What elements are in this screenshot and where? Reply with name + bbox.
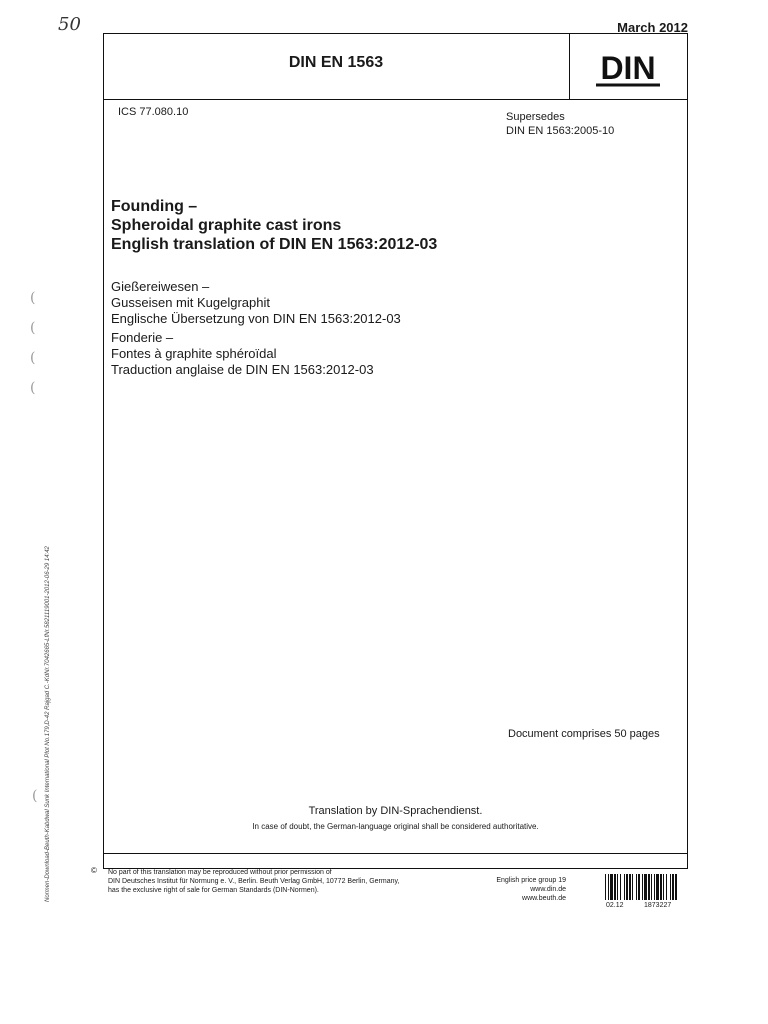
title-english-line: English translation of DIN EN 1563:2012-03 <box>111 236 438 253</box>
title-german-line: Gusseisen mit Kugelgraphit <box>111 295 270 310</box>
barcode-date: 02.12 <box>606 902 624 909</box>
title-english-line: Spheroidal graphite cast irons <box>111 217 342 234</box>
title-german-line: Englische Übersetzung von DIN EN 1563:2012-03 <box>111 311 401 326</box>
copyright-line: No part of this translation may be reproduced without prior permission of <box>108 869 332 876</box>
barcode-bar <box>654 874 655 900</box>
barcode-bar <box>638 874 640 900</box>
barcode-bar <box>632 874 633 900</box>
authoritative-note: In case of doubt, the German-language original shall be considered authoritative. <box>252 822 539 831</box>
beuth-website: www.beuth.de <box>522 895 566 902</box>
barcode-bar <box>626 874 628 900</box>
title-german <box>111 279 401 327</box>
cover-frame <box>103 33 688 869</box>
svg-text:DIN: DIN <box>600 50 656 86</box>
title-french-line: Traduction anglaise de DIN EN 1563:2012-03 <box>111 362 374 377</box>
barcode-bar <box>672 874 674 900</box>
barcode-bar <box>651 874 652 900</box>
copyright-icon: © <box>91 866 97 875</box>
copyright-notice <box>108 868 399 895</box>
translation-credit: Translation by DIN-Sprachendienst. <box>308 805 483 817</box>
barcode-bar <box>663 874 664 900</box>
barcode-bar <box>670 874 671 900</box>
barcode-bar <box>624 874 625 900</box>
barcode-bar <box>660 874 662 900</box>
barcode-bar <box>636 874 637 900</box>
barcode-bar <box>666 874 667 900</box>
copyright-line: DIN Deutsches Institut für Normung e. V., Berlin. Beuth Verlag GmbH, 10772 Berlin, Germany, <box>108 878 400 885</box>
barcode-number: 1873227 <box>644 902 672 909</box>
din-logo-icon <box>593 50 663 90</box>
barcode-bar <box>608 874 609 900</box>
copyright-line: has the exclusive right of sale for German Standards (DIN-Normen). <box>108 887 319 894</box>
barcode-bar <box>610 874 613 900</box>
barcode-bar <box>629 874 631 900</box>
barcode-bar <box>642 874 643 900</box>
title-english-line: Founding – <box>111 198 198 215</box>
title-german-line: Gießereiwesen – <box>111 279 210 294</box>
price-block <box>468 876 566 903</box>
din-website: www.din.de <box>530 886 566 893</box>
title-french-line: Fonderie – <box>111 330 174 345</box>
barcode-bar <box>620 874 621 900</box>
margin-mark: ( <box>30 320 36 336</box>
price-group: English price group 19 <box>496 877 566 884</box>
issue-date: March 2012 <box>617 20 688 35</box>
page-count-note: Document comprises 50 pages <box>508 728 660 740</box>
barcode-bar <box>656 874 659 900</box>
barcode-bar <box>648 874 650 900</box>
margin-mark: ( <box>30 350 36 366</box>
barcode-icon <box>605 874 677 900</box>
header-divider <box>569 33 570 100</box>
footer-divider <box>103 853 688 854</box>
margin-mark: ( <box>30 380 36 396</box>
barcode-bar <box>605 874 606 900</box>
handwritten-page-number: 50 <box>58 14 81 35</box>
title-french-line: Fontes à graphite sphéroïdal <box>111 346 277 361</box>
supersedes-label: Supersedes <box>506 111 565 123</box>
barcode-bar <box>675 874 677 900</box>
margin-mark: ( <box>30 290 36 306</box>
document-number: DIN EN 1563 <box>288 54 384 71</box>
title-french <box>111 330 374 378</box>
title-english <box>111 197 437 254</box>
ics-code: ICS 77.080.10 <box>118 106 189 118</box>
barcode-bar <box>617 874 618 900</box>
margin-mark: ( <box>32 788 38 804</box>
supersedes-value: DIN EN 1563:2005-10 <box>506 125 615 137</box>
side-imprint: Normen-Download-Beuth-Kabdwal Sunk International Plot No.179,D-42 Rajgad C.-KdNr.7042665-LfNr.5821119001-2012-06-29 14:42 <box>45 546 51 902</box>
supersedes-block <box>506 110 614 138</box>
barcode-bar <box>644 874 647 900</box>
barcode-bar <box>614 874 616 900</box>
